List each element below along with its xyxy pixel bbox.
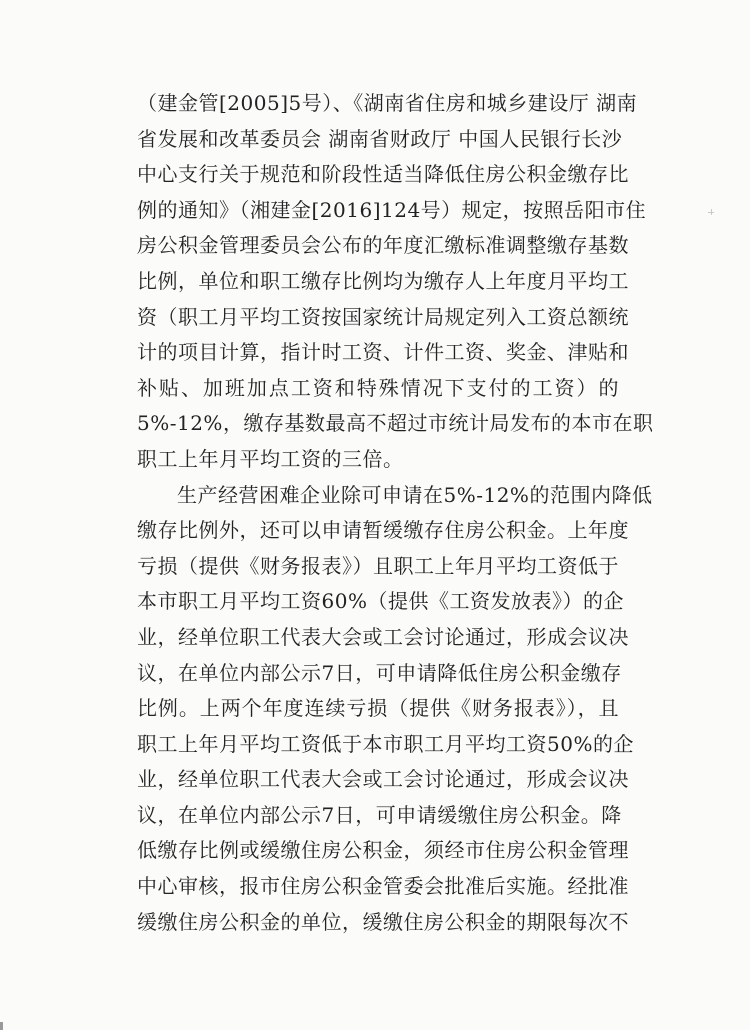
text-line: 业，经单位职工代表大会或工会讨论通过，形成会议决 bbox=[137, 767, 629, 792]
text-line: 业，经单位职工代表大会或工会讨论通过，形成会议决 bbox=[137, 624, 629, 649]
text-line: 议，在单位内部公示7日，可申请降低住房公积金缴存 bbox=[137, 660, 622, 685]
text-line: 资（职工月平均工资按国家统计局规定列入工资总额统 bbox=[137, 304, 629, 329]
text-line: 例的通知》（湘建金[2016]124号）规定，按照岳阳市住 bbox=[137, 197, 647, 222]
text-line: 亏损（提供《财务报表》）且职工上年月平均工资低于 bbox=[137, 553, 619, 578]
text-line: 房公积金管理委员会公布的年度汇缴标准调整缴存基数 bbox=[137, 233, 629, 258]
text-line: 职工上年月平均工资低于本市职工月平均工资50%的企 bbox=[137, 731, 634, 756]
text-line: 低缴存比例或缓缴住房公积金，须经市住房公积金管理 bbox=[137, 838, 629, 863]
text-line: 省发展和改革委员会 湖南省财政厅 中国人民银行长沙 bbox=[137, 126, 623, 151]
text-line: 比例，单位和职工缴存比例均为缴存人上年度月平均工 bbox=[137, 268, 629, 293]
text-line: 补贴、加班加点工资和特殊情况下支付的工资）的 bbox=[137, 375, 619, 400]
scan-mark bbox=[711, 209, 712, 215]
text-line: 本市职工月平均工资60%（提供《工资发放表》）的企 bbox=[137, 589, 624, 614]
body-text bbox=[137, 86, 654, 940]
text-line: 中心审核，报市住房公积金管委会批准后实施。经批准 bbox=[137, 874, 629, 899]
text-line: （建金管[2005]5号）、《湖南省住房和城乡建设厅 湖南 bbox=[137, 91, 638, 115]
text-line: 计的项目计算，指计时工资、计件工资、奖金、津贴和 bbox=[137, 340, 629, 365]
text-line: 缴存比例外，还可以申请暂缓缴存住房公积金。上年度 bbox=[137, 518, 629, 543]
scan-edge bbox=[0, 1022, 3, 1030]
paragraph-end-line: 职工上年月平均工资的三倍。 bbox=[137, 446, 404, 471]
paragraph-start-line: 生产经营困难企业除可申请在5%-12%的范围内降低 bbox=[177, 482, 653, 507]
text-line: 比例。上两个年度连续亏损（提供《财务报表》），且 bbox=[137, 696, 619, 721]
text-line: 中心支行关于规范和阶段性适当降低住房公积金缴存比 bbox=[137, 162, 629, 187]
text-line: 缓缴住房公积金的单位，缓缴住房公积金的期限每次不 bbox=[137, 909, 629, 934]
text-line: 议，在单位内部公示7日，可申请缓缴住房公积金。降 bbox=[137, 802, 622, 827]
text-line: 5%-12%，缴存基数最高不超过市统计局发布的本市在职 bbox=[137, 411, 654, 436]
